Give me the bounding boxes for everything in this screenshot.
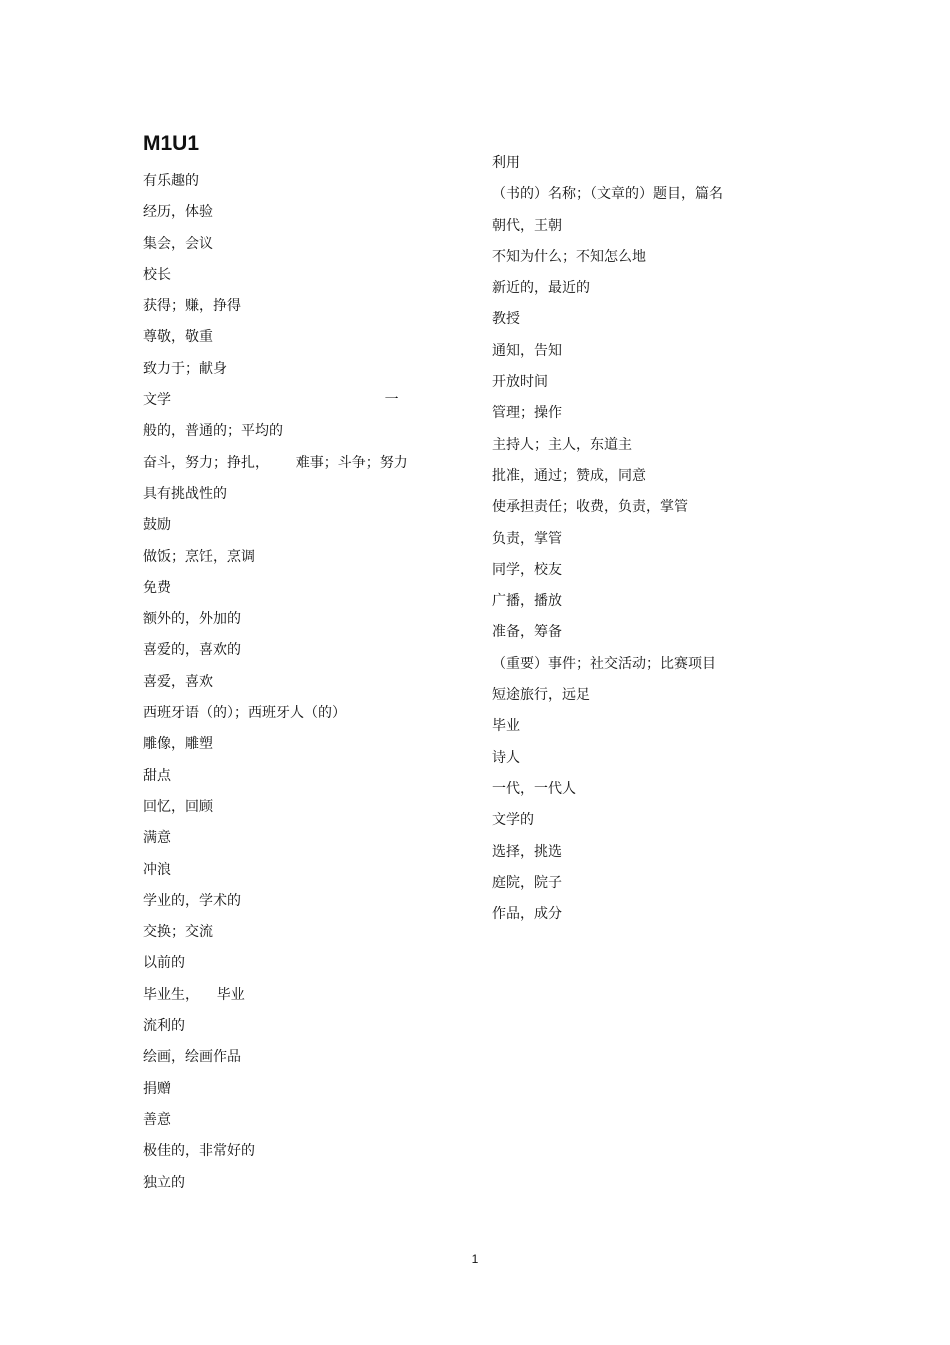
- vocab-entry: 免费: [143, 579, 171, 596]
- vocab-entry: 善意: [143, 1111, 171, 1128]
- vocab-entry: 通知，告知: [492, 342, 562, 359]
- vocab-entry: 学业的，学术的: [143, 892, 241, 909]
- vocab-entry: 冲浪: [143, 861, 171, 878]
- vocab-entry: 获得；赚，挣得: [143, 298, 241, 315]
- vocab-entry: 广播，播放: [492, 593, 562, 610]
- vocab-entry: 同学，校友: [492, 561, 562, 578]
- vocab-entry: 庭院，院子: [492, 874, 562, 891]
- vocab-entry: 有乐趣的: [143, 173, 199, 189]
- vocab-entry: 主持人；主人，东道主: [492, 436, 632, 453]
- vocab-entry: 雕像，雕塑: [143, 736, 213, 753]
- vocab-entry: 独立的: [143, 1174, 185, 1191]
- vocab-entry: 不知为什么；不知怎么地: [492, 248, 646, 265]
- vocab-entry: 集会，会议: [143, 235, 213, 252]
- vocab-entry: 校长: [143, 266, 171, 283]
- vocab-entry: 致力于；献身: [143, 360, 227, 377]
- vocab-entry: 喜爱的，喜欢的: [143, 642, 241, 659]
- left-vocab-column: [143, 170, 453, 1203]
- vocab-entry: 满意: [143, 830, 171, 847]
- vocab-entry: 尊敬，敬重: [143, 329, 213, 346]
- vocab-entry: 选择，挑选: [492, 843, 562, 860]
- vocab-entry: 具有挑战性的: [143, 485, 227, 502]
- vocab-entry: 甜点: [143, 767, 171, 784]
- vocab-entry: 流利的: [143, 1018, 185, 1035]
- vocab-entry: 额外的，外加的: [143, 611, 241, 628]
- vocab-entry: 一代，一代人: [492, 780, 576, 797]
- vocab-entry: 回忆，回顾: [143, 798, 213, 815]
- vocab-entry: 奋斗，努力；挣扎， 难事；斗争；努力: [143, 454, 408, 471]
- vocab-entry: 管理；操作: [492, 405, 562, 422]
- vocab-entry: 诗人: [492, 749, 520, 766]
- vocab-entry: 做饭；烹饪，烹调: [143, 548, 255, 565]
- vocab-entry: 鼓励: [143, 517, 171, 534]
- vocab-entry: 文学的: [492, 812, 534, 829]
- vocab-entry: （书的）名称；（文章的）题目，篇名: [492, 186, 723, 203]
- vocab-entry: 极佳的，非常好的: [143, 1143, 255, 1160]
- vocab-entry: 西班牙语（的）；西班牙人（的）: [143, 705, 346, 722]
- vocab-entry: 文学 一: [143, 392, 399, 409]
- vocab-entry: 短途旅行，远足: [492, 687, 590, 704]
- vocab-entry: 捐赠: [143, 1080, 171, 1097]
- vocab-entry: 交换；交流: [143, 924, 213, 941]
- vocab-entry: （重要）事件；社交活动；比赛项目: [492, 655, 716, 672]
- unit-title: M1U1: [143, 132, 200, 155]
- vocab-entry: 般的，普通的；平均的: [143, 423, 283, 440]
- vocab-entry: 利用: [492, 155, 520, 171]
- vocab-entry: 负责，掌管: [492, 530, 562, 547]
- vocab-entry: 毕业生， 毕业: [143, 986, 245, 1003]
- vocab-entry: 使承担责任；收费，负责，掌管: [492, 499, 688, 516]
- vocab-entry: 准备，筹备: [492, 624, 562, 641]
- vocab-entry: 以前的: [143, 955, 185, 972]
- page-number: 1: [471, 1252, 479, 1266]
- vocab-entry: 教授: [492, 311, 520, 328]
- vocab-entry: 批准，通过；赞成，同意: [492, 467, 646, 484]
- vocab-entry: 作品，成分: [492, 906, 562, 923]
- vocab-entry: 喜爱，喜欢: [143, 673, 213, 690]
- vocab-entry: 新近的，最近的: [492, 280, 590, 297]
- vocab-entry: 经历，体验: [143, 204, 213, 221]
- vocab-entry: 毕业: [492, 718, 520, 735]
- vocab-entry: 绘画，绘画作品: [143, 1049, 241, 1066]
- vocab-entry: 朝代，王朝: [492, 217, 562, 234]
- vocab-entry: 开放时间: [492, 374, 548, 391]
- right-vocab-column: [492, 152, 812, 934]
